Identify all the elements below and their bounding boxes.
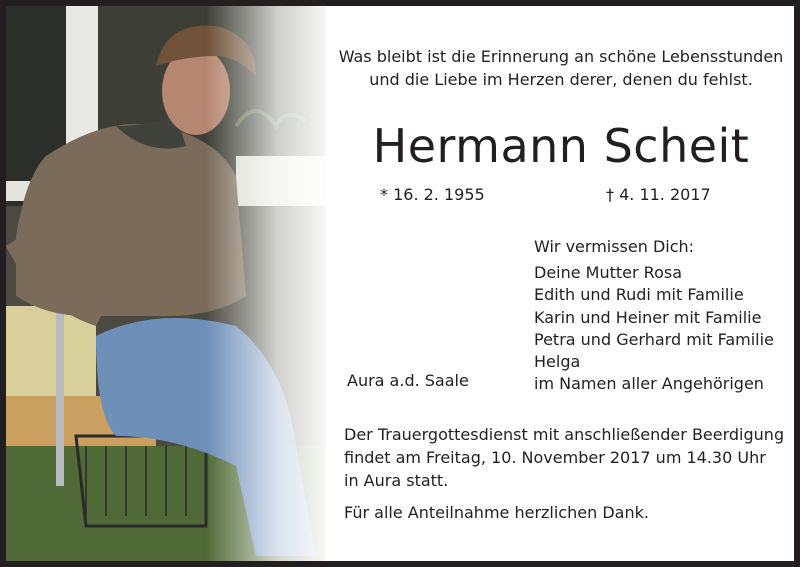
service-line: Der Trauergottesdienst mit anschließender Beerdigung (344, 425, 785, 444)
deceased-name: Hermann Scheit (372, 119, 750, 173)
mourners-heading: Wir vermissen Dich: (534, 237, 695, 256)
obituary-card (6, 6, 794, 561)
mourner-item: Edith und Rudi mit Familie (534, 285, 744, 305)
place-name: Aura a.d. Saale (347, 371, 469, 390)
mourner-item: im Namen aller Angehörigen (534, 374, 764, 394)
service-info (344, 423, 784, 492)
memorial-quote (336, 45, 786, 91)
death-date: † 4. 11. 2017 (606, 185, 711, 204)
quote-line: Was bleibt ist die Erinnerung an schöne Lebensstunden (338, 47, 784, 66)
service-line: in Aura statt. (344, 471, 449, 490)
portrait-photo (6, 6, 326, 561)
thanks-note: Für alle Anteilnahme herzlichen Dank. (344, 503, 649, 522)
mourner-item: Karin und Heiner mit Familie (534, 307, 762, 327)
mourner-item: Deine Mutter Rosa (534, 263, 683, 282)
service-line: findet am Freitag, 10. November 2017 um 14.30 Uhr (344, 448, 766, 467)
mourner-item: Petra und Gerhard mit Familie (534, 329, 774, 349)
mourner-item: Helga (534, 352, 581, 372)
quote-line: und die Liebe im Herzen derer, denen du fehlst. (369, 70, 753, 89)
mourners-list (534, 262, 774, 396)
photo-fade-overlay (206, 6, 326, 561)
birth-date: * 16. 2. 1955 (380, 185, 485, 204)
